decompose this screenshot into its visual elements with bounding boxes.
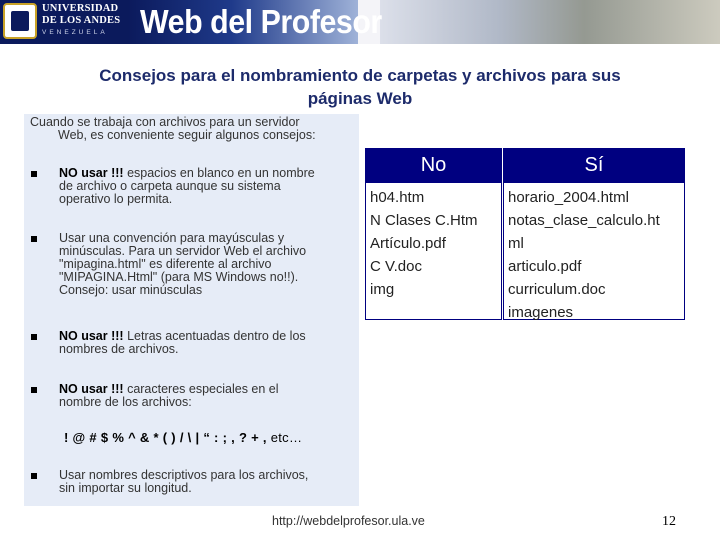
site-title: Web del Profesor bbox=[140, 3, 382, 40]
bullet-icon bbox=[31, 473, 37, 479]
table-cell: horario_2004.html bbox=[508, 189, 629, 206]
table-cell: Artículo.pdf bbox=[370, 235, 446, 252]
university-logo-area bbox=[0, 0, 128, 44]
list-item: NO usar !!! Letras acentuadas dentro de los nombres de archivos. bbox=[59, 329, 306, 356]
university-seal-icon bbox=[3, 3, 37, 39]
bullet-icon bbox=[31, 236, 37, 242]
list-item: Usar una convención para mayúsculas y minúsculas. Para un servidor Web el archivo "mipagina.html" es diferente al archivo "MIPAGINA.Html" (para MS Windows no!!). Consejo: usar minúsculas bbox=[59, 231, 307, 297]
slide-title: Consejos para el nombramiento de carpetas y archivos para sus páginas Web bbox=[99, 66, 621, 108]
table-header-no: No bbox=[365, 148, 502, 182]
table-cell: notas_clase_calculo.ht bbox=[508, 212, 660, 229]
table-cell: N Clases C.Htm bbox=[370, 212, 478, 229]
intro-text: Cuando se trabaja con archivos para un servidor Web, es conveniente seguir algunos consejos: bbox=[30, 115, 316, 142]
bullet-icon bbox=[31, 387, 37, 393]
table-cell: curriculum.doc bbox=[508, 281, 606, 298]
table-cell: img bbox=[370, 281, 395, 298]
footer-url: http://webdelprofesor.ula.ve bbox=[272, 514, 425, 528]
special-characters: ! @ # $ % ^ & * ( ) / \ | “ : ; , ? + , etc… bbox=[64, 430, 303, 445]
table-cell: ml bbox=[508, 235, 524, 252]
bullet-icon bbox=[31, 334, 37, 340]
table-cell: imagenes bbox=[508, 304, 574, 321]
page-number: 12 bbox=[662, 514, 676, 529]
table-header-si: Sí bbox=[503, 148, 685, 182]
table-cell: articulo.pdf bbox=[508, 258, 582, 275]
bullet-icon bbox=[31, 171, 37, 177]
table-column-no bbox=[365, 182, 502, 320]
list-item: NO usar !!! caracteres especiales en el nombre de los archivos: bbox=[59, 382, 279, 409]
header-banner bbox=[0, 0, 720, 44]
university-name: UNIVERSIDAD DE LOS ANDES bbox=[42, 3, 121, 26]
table-cell: C V.doc bbox=[370, 258, 422, 275]
list-item: NO usar !!! espacios en blanco en un nombre de archivo o carpeta aunque su sistema operativo lo permita. bbox=[59, 166, 315, 206]
table-column-si bbox=[503, 182, 685, 320]
list-item: Usar nombres descriptivos para los archivos, sin importar su longitud. bbox=[59, 468, 309, 495]
banner-photo bbox=[380, 0, 720, 44]
university-country: VENEZUELA bbox=[42, 29, 108, 36]
table-cell: h04.htm bbox=[370, 189, 425, 206]
